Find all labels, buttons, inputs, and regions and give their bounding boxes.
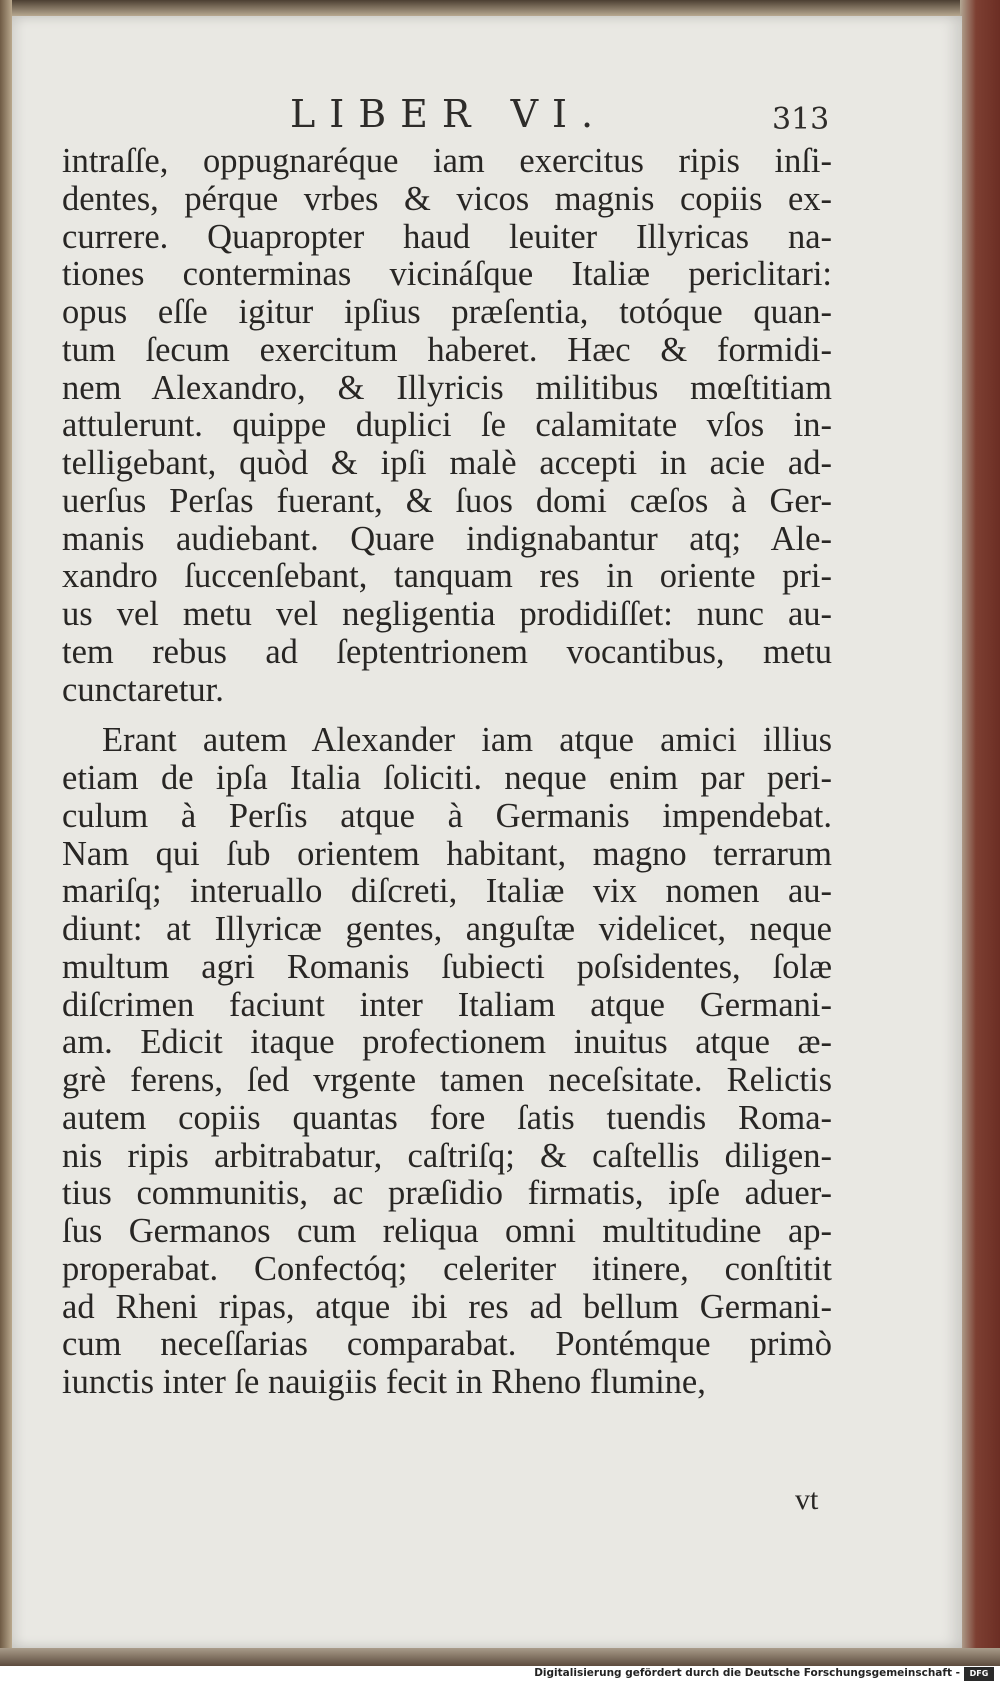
- text-line: currere. Quapropter haud leuiter Illyricas na-: [62, 217, 832, 256]
- text-line: tum ſecum exercitum haberet. Hæc & formidi-: [62, 330, 832, 369]
- running-head: LIBER VI.: [290, 92, 608, 136]
- text-line: nem Alexandro, & Illyricis militibus mœſtitiam: [62, 368, 832, 407]
- text-line: nis ripis arbitrabatur, caſtriſq; & caſtellis diligen-: [62, 1136, 832, 1175]
- text-line: cum neceſſarias comparabat. Pontémque primò: [62, 1325, 832, 1364]
- text-line: telligebant, quòd & ipſi malè accepti in acie ad-: [62, 444, 832, 482]
- text-line: multum agri Romanis ſubiecti poſsidentes, ſolæ: [62, 947, 832, 986]
- text-line: autem copiis quantas fore ſatis tuendis Roma-: [62, 1098, 832, 1137]
- text-line: ſus Germanos cum reliqua omni multitudine ap-: [62, 1212, 832, 1250]
- text-line: us vel metu vel negligentia prodidiſſet: nunc au-: [62, 595, 832, 633]
- text-line: ad Rheni ripas, atque ibi res ad bellum Germani-: [62, 1287, 832, 1326]
- funding-credit: Digitalisierung gefördert durch die Deutsche Forschungsgemeinschaft -: [534, 1667, 960, 1679]
- text-line: diſcrimen faciunt inter Italiam atque Germani-: [62, 985, 832, 1024]
- book-bottom-edge: [0, 1648, 1000, 1666]
- text-line: intraſſe, oppugnaréque iam exercitus ripis inſi-: [62, 142, 832, 180]
- text-line: manis audiebant. Quare indignabantur atq; Ale-: [62, 519, 832, 558]
- book-top-edge: [0, 0, 1000, 16]
- text-line: attulerunt. quippe duplici ſe calamitate vſos in-: [62, 406, 832, 445]
- text-line: mariſq; interuallo diſcreti, Italiæ vix nomen au-: [62, 872, 832, 911]
- text-line: Erant autem Alexander iam atque amici illius: [102, 721, 832, 760]
- text-line: diunt: at Illyricæ gentes, anguſtæ videlicet, neque: [62, 910, 832, 948]
- text-line: dentes, pérque vrbes & vicos magnis copiis ex-: [62, 179, 832, 218]
- text-line: tem rebus ad ſeptentrionem vocantibus, metu: [62, 632, 832, 671]
- page-number: 313: [772, 102, 830, 137]
- body-text: [62, 143, 832, 1402]
- text-line: properabat. Confectóq; celeriter itinere, conſtitit: [62, 1249, 832, 1288]
- text-line: am. Edicit itaque profectionem inuitus atque æ-: [62, 1023, 832, 1062]
- book-left-edge: [0, 0, 12, 1665]
- text-line: uerſus Perſas fuerant, & ſuos domi cæſos à Ger-: [62, 481, 832, 520]
- text-line: tiones conterminas vicináſque Italiæ periclitari:: [62, 255, 832, 294]
- catchword: vt: [795, 1483, 819, 1516]
- text-line: tius communitis, ac præſidio firmatis, ipſe aduer-: [62, 1174, 832, 1213]
- text-line: opus eſſe igitur ipſius præſentia, totóque quan-: [62, 293, 832, 331]
- dfg-logo-icon: DFG: [964, 1667, 994, 1681]
- text-line: Nam qui ſub orientem habitant, magno terrarum: [62, 834, 832, 873]
- text-line: xandro ſuccenſebant, tanquam res in oriente pri-: [62, 557, 832, 596]
- text-line: iunctis inter ſe nauigiis fecit in Rheno flumine,: [62, 1363, 706, 1401]
- text-line: cunctaretur.: [62, 670, 224, 709]
- text-line: grè ferens, ſed vrgente tamen neceſsitate. Relictis: [62, 1061, 832, 1099]
- text-line: etiam de ipſa Italia ſoliciti. neque enim par peri-: [62, 759, 832, 797]
- book-cover-edge: [960, 0, 1000, 1665]
- text-line: culum à Perſis atque à Germanis impendebat.: [62, 796, 832, 835]
